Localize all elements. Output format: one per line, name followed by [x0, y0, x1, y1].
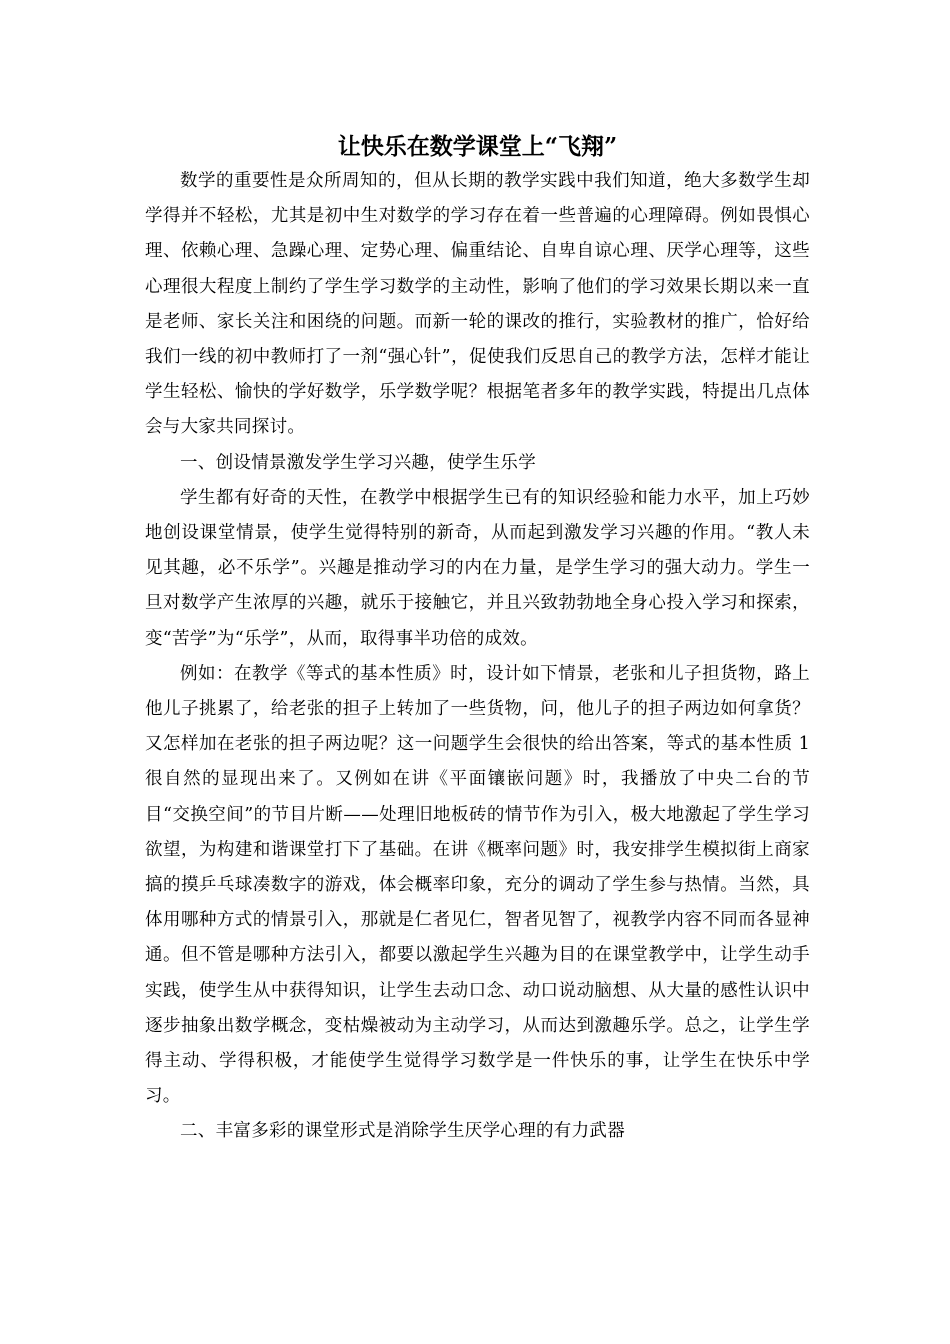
intro-paragraph: 数学的重要性是众所周知的，但从长期的教学实践中我们知道，绝大多数学生却学得并不轻松，尤其是初中生对数学的学习存在着一些普遍的心理障碍。例如畏惧心理、依赖心理、急躁心理、定势心理、偏重结论、自卑自谅心理、厌学心理等，这些心理很大程度上制约了学生学习数学的主动性，影响了他们的学习效果长期以来一直是老师、家长关注和困绕的问题。而新一轮的课改的推行，实验教材的推广，恰好给我们一线的初中教师打了一剂“强心针”，促使我们反思自己的教学方法，怎样才能让学生轻松、愉快的学好数学，乐学数学呢？根据笔者多年的教学实践，特提出几点体会与大家共同探讨。	[145, 171, 810, 438]
document-body	[145, 164, 810, 1150]
section-heading-2: 二、丰富多彩的课堂形式是消除学生厌学心理的有力武器	[180, 1121, 625, 1142]
section-1-paragraph-2: 例如：在教学《等式的基本性质》时，设计如下情景，老张和儿子担货物，路上他儿子挑累了，给老张的担子上转加了一些货物，问，他儿子的担子两边如何拿货？又怎样加在老张的担子两边呢？这一问题学生会很快的给出答案，等式的基本性质 1 很自然的显现出来了。又例如在讲《平面镶嵌问题》时，我播放了中央二台的节目“交换空间”的节目片断——处理旧地板砖的情节作为引入，极大地激起了学生学习欲望，为构建和谐课堂打下了基础。在讲《概率问题》时，我安排学生模拟街上商家搞的摸乒乓球凑数字的游戏，体会概率印象，充分的调动了学生参与热情。当然，具体用哪种方式的情景引入，那就是仁者见仁，智者见智了，视教学内容不同而各显神通。但不管是哪种方法引入，都要以激起学生兴趣为目的在课堂教学中，让学生动手实践，使学生从中获得知识，让学生去动口念、动口说动脑想、从大量的感性认识中逐步抽象出数学概念，变枯燥被动为主动学习，从而达到激趣乐学。总之，让学生学得主动、学得积极，才能使学生觉得学习数学是一件快乐的事，让学生在快乐中学习。	[145, 663, 810, 1107]
section-heading-1: 一、创设情景激发学生学习兴趣，使学生乐学	[180, 452, 536, 473]
document-title: 让快乐在数学课堂上“飞翔”	[337, 133, 618, 160]
section-1-paragraph-1: 学生都有好奇的天性，在教学中根据学生已有的知识经验和能力水平，加上巧妙地创设课堂情景，使学生觉得特别的新奇，从而起到激发学习兴趣的作用。“教人未见其趣，必不乐学”。兴趣是推动学习的内在力量，是学生学习的强大动力。学生一旦对数学产生浓厚的兴趣，就乐于接触它，并且兴致勃勃地全身心投入学习和探索，变“苦学”为“乐学”，从而，取得事半功倍的成效。	[145, 487, 810, 649]
